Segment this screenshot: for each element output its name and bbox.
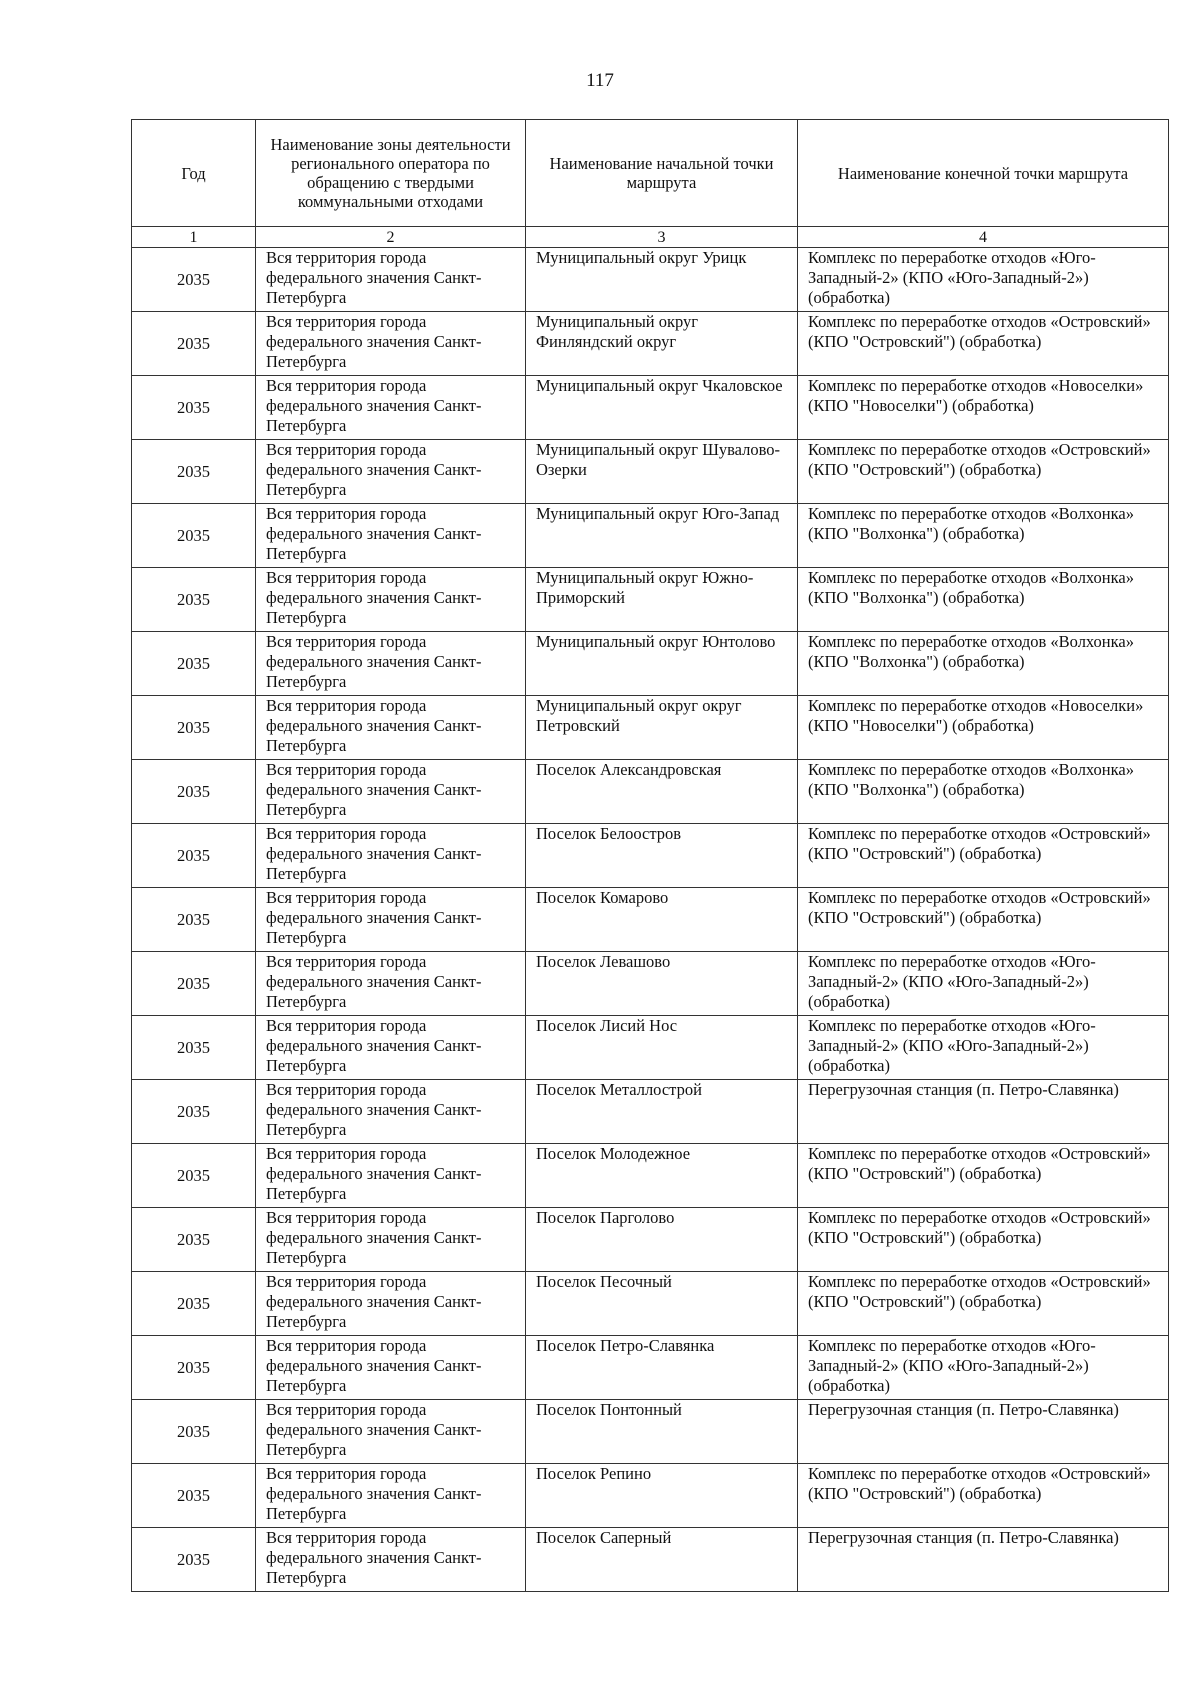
year-cell: 2035: [132, 1464, 256, 1528]
zone-cell: Вся территория города федерального значения Санкт-Петербурга: [256, 760, 526, 824]
zone-cell: Вся территория города федерального значения Санкт-Петербурга: [256, 1272, 526, 1336]
zone-cell: Вся территория города федерального значения Санкт-Петербурга: [256, 952, 526, 1016]
year-cell: 2035: [132, 376, 256, 440]
year-cell: 2035: [132, 888, 256, 952]
table-row: [132, 312, 1169, 376]
year-cell: 2035: [132, 504, 256, 568]
zone-cell: Вся территория города федерального значения Санкт-Петербурга: [256, 504, 526, 568]
zone-cell: Вся территория города федерального значения Санкт-Петербурга: [256, 376, 526, 440]
zone-cell: Вся территория города федерального значения Санкт-Петербурга: [256, 440, 526, 504]
start-point-cell: Поселок Петро-Славянка: [526, 1336, 798, 1400]
start-point-cell: Муниципальный округ Чкаловское: [526, 376, 798, 440]
table-row: [132, 1144, 1169, 1208]
routes-table: [131, 119, 1169, 1592]
end-point-cell: Комплекс по переработке отходов «Юго-Западный-2» (КПО «Юго-Западный-2») (обработка): [798, 1336, 1169, 1400]
end-point-cell: Комплекс по переработке отходов «Островский» (КПО "Островский") (обработка): [798, 1272, 1169, 1336]
year-cell: 2035: [132, 1400, 256, 1464]
end-point-cell: Комплекс по переработке отходов «Островский» (КПО "Островский") (обработка): [798, 1464, 1169, 1528]
column-number: 1: [132, 227, 256, 248]
year-cell: 2035: [132, 568, 256, 632]
column-number: 2: [256, 227, 526, 248]
end-point-cell: Перегрузочная станция (п. Петро-Славянка): [798, 1400, 1169, 1464]
table-body: [132, 248, 1169, 1592]
end-point-cell: Комплекс по переработке отходов «Юго-Западный-2» (КПО «Юго-Западный-2») (обработка): [798, 952, 1169, 1016]
table-row: [132, 1464, 1169, 1528]
table-row: [132, 1400, 1169, 1464]
end-point-cell: Перегрузочная станция (п. Петро-Славянка): [798, 1080, 1169, 1144]
zone-cell: Вся территория города федерального значения Санкт-Петербурга: [256, 248, 526, 312]
year-cell: 2035: [132, 1080, 256, 1144]
header-year: Год: [132, 120, 256, 227]
end-point-cell: Комплекс по переработке отходов «Островский» (КПО "Островский") (обработка): [798, 888, 1169, 952]
end-point-cell: Комплекс по переработке отходов «Волхонка» (КПО "Волхонка") (обработка): [798, 568, 1169, 632]
table-row: [132, 504, 1169, 568]
start-point-cell: Муниципальный округ Юнтолово: [526, 632, 798, 696]
start-point-cell: Поселок Песочный: [526, 1272, 798, 1336]
header-end-point: Наименование конечной точки маршрута: [798, 120, 1169, 227]
table-row: [132, 696, 1169, 760]
table-row: [132, 1080, 1169, 1144]
year-cell: 2035: [132, 696, 256, 760]
end-point-cell: Комплекс по переработке отходов «Островский» (КПО "Островский") (обработка): [798, 1208, 1169, 1272]
zone-cell: Вся территория города федерального значения Санкт-Петербурга: [256, 1080, 526, 1144]
table-row: [132, 888, 1169, 952]
table-row: [132, 568, 1169, 632]
start-point-cell: Поселок Понтонный: [526, 1400, 798, 1464]
table-row: [132, 1208, 1169, 1272]
start-point-cell: Муниципальный округ Урицк: [526, 248, 798, 312]
table-row: [132, 952, 1169, 1016]
column-number: 4: [798, 227, 1169, 248]
start-point-cell: Поселок Комарово: [526, 888, 798, 952]
end-point-cell: Комплекс по переработке отходов «Волхонка» (КПО "Волхонка") (обработка): [798, 632, 1169, 696]
table-row: [132, 824, 1169, 888]
start-point-cell: Муниципальный округ Шувалово-Озерки: [526, 440, 798, 504]
year-cell: 2035: [132, 1144, 256, 1208]
table-row: [132, 1016, 1169, 1080]
start-point-cell: Поселок Саперный: [526, 1528, 798, 1592]
end-point-cell: Комплекс по переработке отходов «Юго-Западный-2» (КПО «Юго-Западный-2») (обработка): [798, 248, 1169, 312]
start-point-cell: Муниципальный округ округ Петровский: [526, 696, 798, 760]
table-row: [132, 632, 1169, 696]
start-point-cell: Поселок Репино: [526, 1464, 798, 1528]
end-point-cell: Комплекс по переработке отходов «Юго-Западный-2» (КПО «Юго-Западный-2») (обработка): [798, 1016, 1169, 1080]
end-point-cell: Комплекс по переработке отходов «Островский» (КПО "Островский") (обработка): [798, 824, 1169, 888]
year-cell: 2035: [132, 248, 256, 312]
year-cell: 2035: [132, 760, 256, 824]
start-point-cell: Поселок Белоостров: [526, 824, 798, 888]
start-point-cell: Муниципальный округ Финляндский округ: [526, 312, 798, 376]
year-cell: 2035: [132, 1528, 256, 1592]
year-cell: 2035: [132, 440, 256, 504]
zone-cell: Вся территория города федерального значения Санкт-Петербурга: [256, 312, 526, 376]
end-point-cell: Комплекс по переработке отходов «Островский» (КПО "Островский") (обработка): [798, 440, 1169, 504]
start-point-cell: Поселок Александровская: [526, 760, 798, 824]
end-point-cell: Комплекс по переработке отходов «Островский» (КПО "Островский") (обработка): [798, 312, 1169, 376]
table-row: [132, 376, 1169, 440]
table-row: [132, 440, 1169, 504]
start-point-cell: Поселок Металлострой: [526, 1080, 798, 1144]
start-point-cell: Поселок Лисий Нос: [526, 1016, 798, 1080]
header-zone: Наименование зоны деятельности регионального оператора по обращению с твердыми коммунальными отходами: [256, 120, 526, 227]
zone-cell: Вся территория города федерального значения Санкт-Петербурга: [256, 632, 526, 696]
start-point-cell: Поселок Левашово: [526, 952, 798, 1016]
start-point-cell: Муниципальный округ Южно-Приморский: [526, 568, 798, 632]
year-cell: 2035: [132, 1016, 256, 1080]
end-point-cell: Комплекс по переработке отходов «Новоселки» (КПО "Новоселки") (обработка): [798, 376, 1169, 440]
year-cell: 2035: [132, 1336, 256, 1400]
zone-cell: Вся территория города федерального значения Санкт-Петербурга: [256, 1016, 526, 1080]
table-row: [132, 1528, 1169, 1592]
table-header-row: [132, 120, 1169, 227]
table-row: [132, 760, 1169, 824]
end-point-cell: Комплекс по переработке отходов «Волхонка» (КПО "Волхонка") (обработка): [798, 760, 1169, 824]
year-cell: 2035: [132, 632, 256, 696]
year-cell: 2035: [132, 1272, 256, 1336]
column-number: 3: [526, 227, 798, 248]
zone-cell: Вся территория города федерального значения Санкт-Петербурга: [256, 888, 526, 952]
end-point-cell: Перегрузочная станция (п. Петро-Славянка): [798, 1528, 1169, 1592]
zone-cell: Вся территория города федерального значения Санкт-Петербурга: [256, 1528, 526, 1592]
zone-cell: Вся территория города федерального значения Санкт-Петербурга: [256, 1336, 526, 1400]
year-cell: 2035: [132, 1208, 256, 1272]
year-cell: 2035: [132, 312, 256, 376]
year-cell: 2035: [132, 952, 256, 1016]
column-number-row: [132, 227, 1169, 248]
table-row: [132, 1272, 1169, 1336]
table-row: [132, 248, 1169, 312]
zone-cell: Вся территория города федерального значения Санкт-Петербурга: [256, 1144, 526, 1208]
table-row: [132, 1336, 1169, 1400]
end-point-cell: Комплекс по переработке отходов «Волхонка» (КПО "Волхонка") (обработка): [798, 504, 1169, 568]
zone-cell: Вся территория города федерального значения Санкт-Петербурга: [256, 1464, 526, 1528]
zone-cell: Вся территория города федерального значения Санкт-Петербурга: [256, 824, 526, 888]
start-point-cell: Поселок Молодежное: [526, 1144, 798, 1208]
zone-cell: Вся территория города федерального значения Санкт-Петербурга: [256, 1400, 526, 1464]
end-point-cell: Комплекс по переработке отходов «Островский» (КПО "Островский") (обработка): [798, 1144, 1169, 1208]
page-number: 117: [586, 70, 614, 91]
zone-cell: Вся территория города федерального значения Санкт-Петербурга: [256, 696, 526, 760]
header-start-point: Наименование начальной точки маршрута: [526, 120, 798, 227]
year-cell: 2035: [132, 824, 256, 888]
start-point-cell: Поселок Парголово: [526, 1208, 798, 1272]
end-point-cell: Комплекс по переработке отходов «Новоселки» (КПО "Новоселки") (обработка): [798, 696, 1169, 760]
zone-cell: Вся территория города федерального значения Санкт-Петербурга: [256, 1208, 526, 1272]
zone-cell: Вся территория города федерального значения Санкт-Петербурга: [256, 568, 526, 632]
start-point-cell: Муниципальный округ Юго-Запад: [526, 504, 798, 568]
